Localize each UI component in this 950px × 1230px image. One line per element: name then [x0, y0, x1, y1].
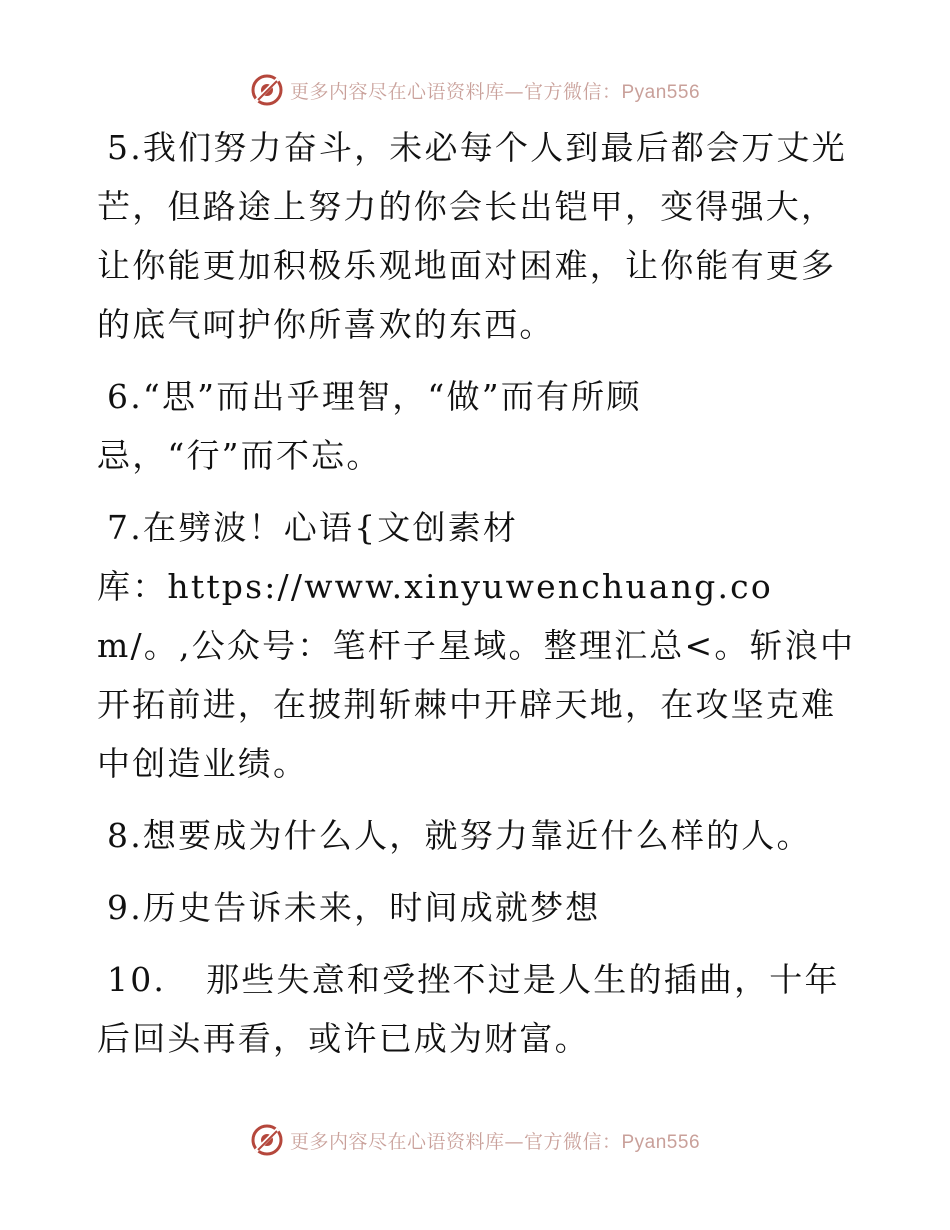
- list-item: 6.“思”而出乎理智，“做”而有所顾 忌，“行”而不忘。: [97, 377, 642, 475]
- watermark-text: 更多内容尽在心语资料库—官方微信：Pyan556: [289, 1130, 701, 1153]
- footer-watermark: [0, 1120, 950, 1160]
- list-item: 9.历史告诉未来，时间成就梦想: [107, 888, 601, 927]
- watermark-text: 更多内容尽在心语资料库—官方微信：Pyan556: [289, 80, 701, 103]
- brand-logo-icon: [250, 1123, 284, 1157]
- list-item: 8.想要成为什么人，就努力靠近什么样的人。: [107, 816, 812, 855]
- list-item: 10. 那些失意和受挫不过是人生的插曲，十年后回头再看，或许已成为财富。: [97, 960, 840, 1058]
- brand-logo-icon: [250, 73, 284, 107]
- list-item: 5.我们努力奋斗，未必每个人到最后都会万丈光芒，但路途上努力的你会长出铠甲，变得强大，让你能更加积极乐观地面对困难，让你能有更多的底气呵护你所喜欢的东西。: [97, 128, 847, 344]
- document-body: [97, 118, 857, 1081]
- header-watermark: [0, 70, 950, 110]
- list-item: 7.在劈波！心语{文创素材 库：https://www.xinyuwenchuang.com/。,公众号：笔杆子星域。整理汇总<。斩浪中开拓前进，在披荆斩棘中开辟天地，在攻坚克难中创造业绩。: [97, 508, 856, 783]
